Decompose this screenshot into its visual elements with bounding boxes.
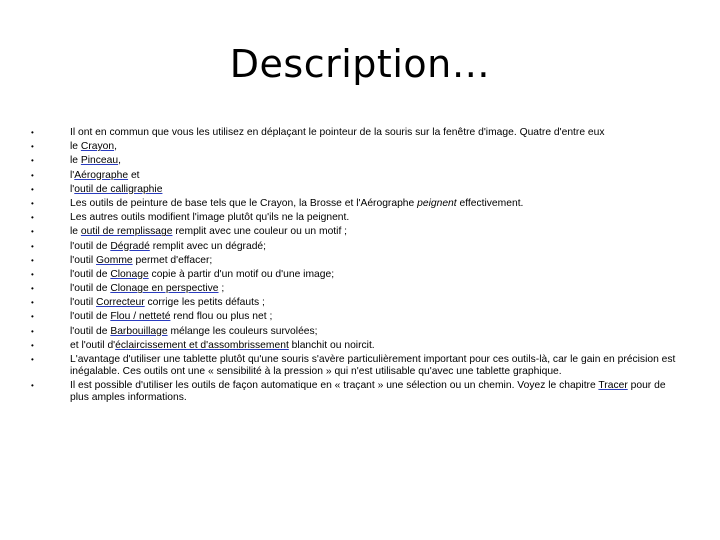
list-item bbox=[28, 226, 678, 238]
item-text: copie à partir d'un motif ou d'une image; bbox=[148, 268, 335, 280]
item-link[interactable]: Crayon bbox=[80, 141, 115, 153]
list-item bbox=[28, 269, 678, 281]
bullet-icon: • bbox=[31, 227, 34, 237]
item-text: , bbox=[114, 141, 117, 153]
bullet-icon: • bbox=[31, 170, 34, 180]
bullet-icon: • bbox=[31, 269, 34, 279]
item-text: l'outil de bbox=[70, 283, 111, 295]
item-text: effectivement. bbox=[456, 197, 524, 209]
item-text: et l'outil d' bbox=[70, 339, 116, 351]
item-text: corrige les petits défauts ; bbox=[144, 297, 265, 309]
item-link[interactable]: Flou / netteté bbox=[110, 311, 171, 323]
bullet-icon: • bbox=[31, 156, 34, 166]
item-text: permet d'effacer; bbox=[132, 254, 213, 266]
item-text: peignent bbox=[417, 197, 457, 209]
bullet-icon: • bbox=[31, 198, 34, 208]
list-item bbox=[28, 170, 678, 182]
item-link[interactable]: Pinceau bbox=[80, 155, 119, 167]
item-text: l' bbox=[70, 183, 75, 195]
item-text: remplit avec un dégradé; bbox=[149, 240, 267, 252]
list-item bbox=[28, 283, 678, 295]
list-item bbox=[28, 127, 678, 139]
item-text: l'outil de bbox=[70, 240, 111, 252]
item-text: et bbox=[128, 169, 140, 181]
bullet-icon: • bbox=[31, 380, 34, 390]
list-item bbox=[28, 255, 678, 267]
item-text: l'outil bbox=[70, 254, 97, 266]
item-text: pour de plus amples informations. bbox=[70, 379, 666, 403]
list-item bbox=[28, 155, 678, 167]
list-item bbox=[28, 326, 678, 338]
bullet-icon: • bbox=[31, 255, 34, 265]
slide-title: Description… bbox=[229, 42, 491, 86]
list-item bbox=[28, 311, 678, 323]
item-text: l'outil de bbox=[70, 325, 111, 337]
item-text: l' bbox=[70, 169, 75, 181]
item-link[interactable]: Barbouillage bbox=[110, 325, 168, 337]
bullet-icon: • bbox=[31, 312, 34, 322]
list-item bbox=[28, 241, 678, 253]
item-text: l'outil bbox=[70, 297, 97, 309]
list-item bbox=[28, 297, 678, 309]
item-link[interactable]: éclaircissement et d'assombrissement bbox=[115, 339, 289, 351]
item-text: Il est possible d'utiliser les outils de façon automatique en « traçant » une sélection ou un chemin. Voyez le chapitre bbox=[70, 379, 599, 391]
item-text: remplit avec une couleur ou un motif ; bbox=[172, 226, 348, 238]
bullet-icon: • bbox=[31, 184, 34, 194]
list-item bbox=[28, 340, 678, 352]
item-link[interactable]: outil de calligraphie bbox=[74, 183, 163, 195]
item-text: L'avantage d'utiliser une tablette plutôt qu'une souris s'avère particulièrement important pour ces outils-là, car le gain en précision est inégalable. Ces outils ont une « sensibilité à la pression » qui n'est utilisable qu'avec une tablette graphique. bbox=[70, 354, 676, 377]
list-item bbox=[28, 141, 678, 153]
item-link[interactable]: Clonage bbox=[110, 268, 149, 280]
bullet-icon: • bbox=[31, 326, 34, 336]
bullet-icon: • bbox=[31, 241, 34, 251]
item-text: blanchit ou noircit. bbox=[288, 339, 375, 351]
bullet-icon: • bbox=[31, 340, 34, 350]
item-link[interactable]: Dégradé bbox=[110, 240, 150, 252]
bullet-list bbox=[28, 127, 678, 406]
item-text: Les autres outils modifient l'image plutôt qu'ils ne la peignent. bbox=[70, 212, 350, 224]
list-item bbox=[28, 354, 678, 378]
list-item bbox=[28, 184, 678, 196]
item-text: Les outils de peinture de base tels que le Crayon, la Brosse et l'Aérographe bbox=[70, 197, 418, 209]
item-text: l'outil de bbox=[70, 268, 111, 280]
list-item bbox=[28, 212, 678, 224]
bullet-icon: • bbox=[31, 142, 34, 152]
bullet-icon: • bbox=[31, 128, 34, 137]
bullet-icon: • bbox=[31, 355, 34, 364]
item-link[interactable]: Gomme bbox=[96, 254, 133, 266]
list-item bbox=[28, 380, 678, 404]
item-text: le bbox=[70, 226, 81, 238]
bullet-icon: • bbox=[31, 298, 34, 308]
item-link[interactable]: Tracer bbox=[598, 379, 628, 391]
item-text: le bbox=[70, 141, 81, 153]
item-text: rend flou ou plus net ; bbox=[170, 311, 273, 323]
item-link[interactable]: Correcteur bbox=[96, 297, 145, 309]
bullet-icon: • bbox=[31, 284, 34, 294]
item-text: , bbox=[118, 155, 121, 167]
item-text: ; bbox=[218, 283, 225, 295]
item-link[interactable]: Aérographe bbox=[74, 169, 129, 181]
item-text: Il ont en commun que vous les utilisez en déplaçant le pointeur de la souris sur la fenêtre d'image. Quatre d'entre eux bbox=[70, 127, 605, 138]
bullet-icon: • bbox=[31, 213, 34, 223]
list-item bbox=[28, 198, 678, 210]
item-link[interactable]: Clonage en perspective bbox=[110, 283, 219, 295]
item-text: mélange les couleurs survolées; bbox=[167, 325, 318, 337]
item-link[interactable]: outil de remplissage bbox=[80, 226, 173, 238]
item-text: le bbox=[70, 155, 81, 167]
item-text: l'outil de bbox=[70, 311, 111, 323]
